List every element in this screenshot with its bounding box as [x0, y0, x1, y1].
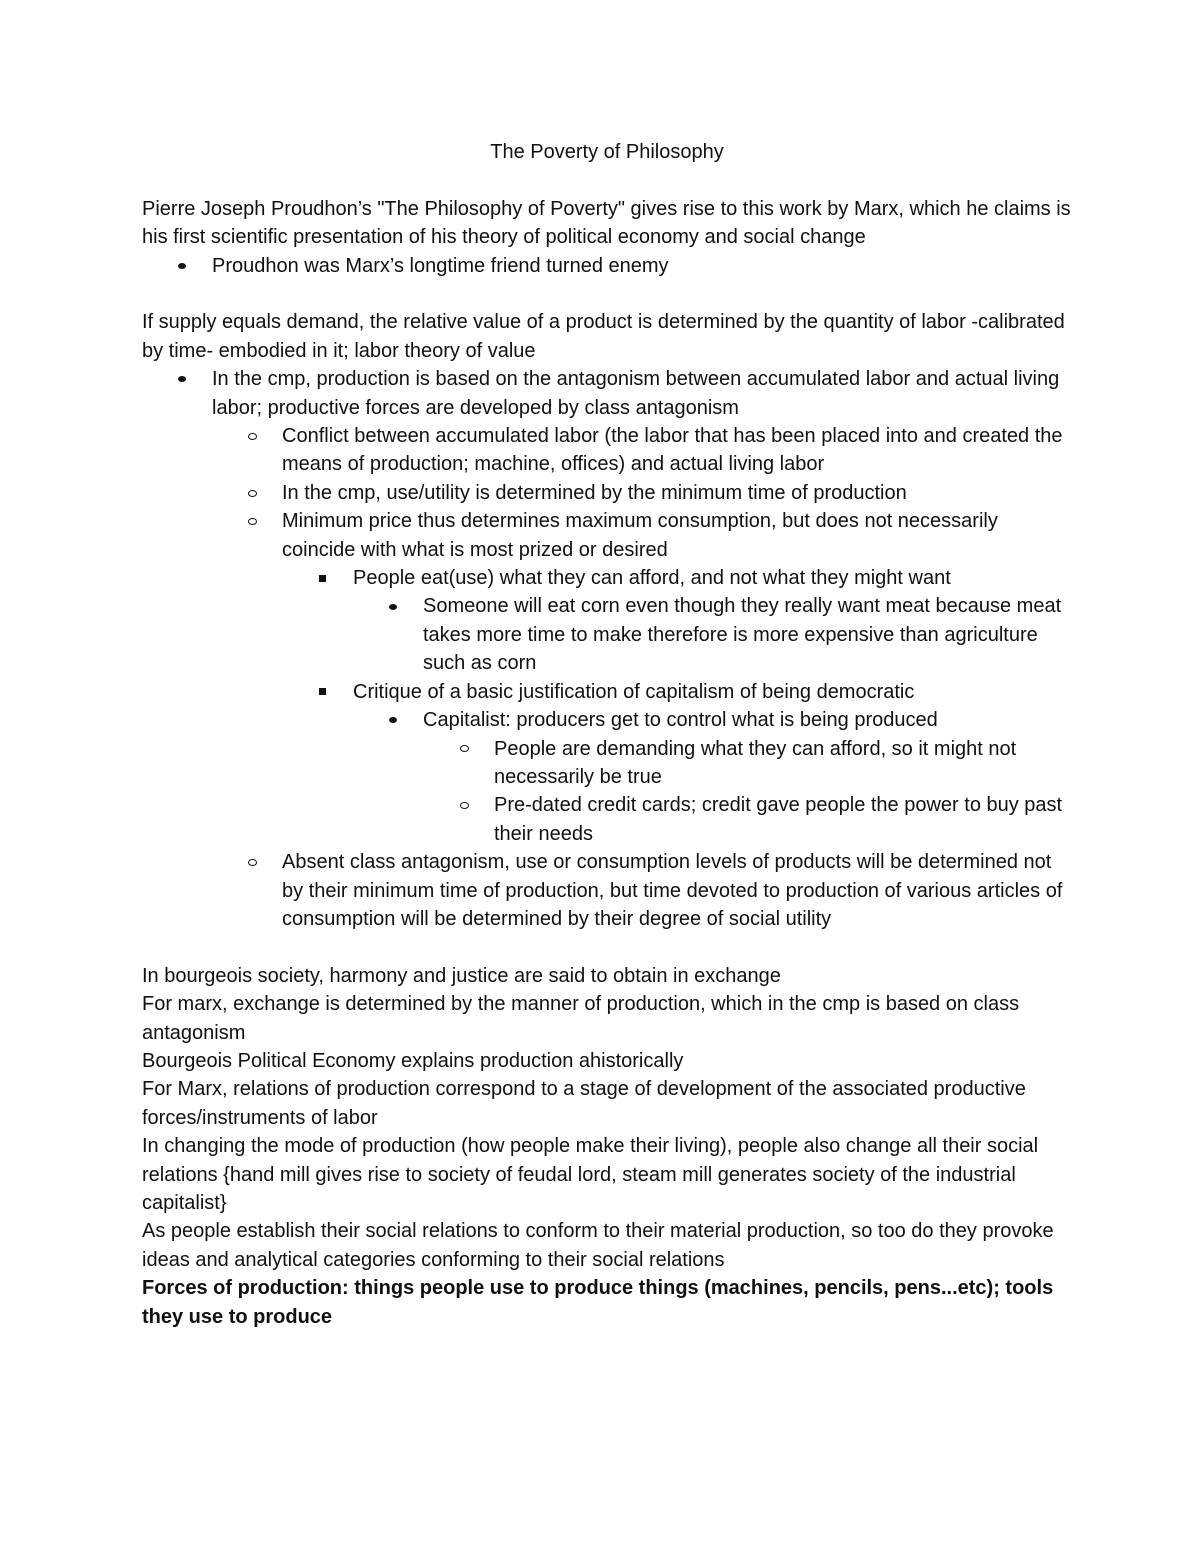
- document-page: [142, 138, 1072, 1331]
- closing-line: As people establish their social relations to conform to their material production, so too do they provoke ideas and analytical categories conforming to their social relations: [142, 1220, 1054, 1271]
- hollow-bullet-icon: [248, 848, 257, 876]
- list-item-text: Conflict between accumulated labor (the labor that has been placed into and created the means of production; machine, offices) and actual living labor: [282, 425, 1063, 476]
- list-item-text: In the cmp, production is based on the antagonism between accumulated labor and actual living labor; productive forces are developed by class antagonism: [212, 368, 1060, 419]
- hollow-bullet-icon: [248, 507, 257, 535]
- list-item-text: Capitalist: producers get to control what is being produced: [423, 709, 938, 732]
- hollow-bullet-icon: [460, 735, 469, 763]
- closing-line: In changing the mode of production (how people make their living), people also change all their social relations {hand mill gives rise to society of feudal lord, steam mill generates society of the industrial capitalist}: [142, 1135, 1039, 1214]
- list-item: [142, 791, 1072, 848]
- hollow-bullet-icon: [248, 479, 257, 507]
- list-item-text: Critique of a basic justification of capitalism of being democratic: [353, 680, 915, 703]
- value-paragraph: If supply equals demand, the relative value of a product is determined by the quantity of labor -calibrated by time- embodied in it; labor theory of value: [142, 311, 1065, 362]
- list-item: [142, 422, 1072, 479]
- list-item: [142, 592, 1072, 677]
- list-item-text: Absent class antagonism, use or consumption levels of products will be determined not by their minimum time of production, but time devoted to production of various articles of consumption will be determined by their degree of social utility: [282, 851, 1063, 930]
- closing-line: For Marx, relations of production correspond to a stage of development of the associated productive forces/instruments of labor: [142, 1078, 1026, 1129]
- blank-line: [142, 933, 1072, 961]
- list-item: [142, 564, 1072, 592]
- hollow-bullet-icon: [248, 422, 257, 450]
- closing-line: Bourgeois Political Economy explains production ahistorically: [142, 1049, 684, 1072]
- list-item: [142, 479, 1072, 507]
- closing-line: For marx, exchange is determined by the manner of production, which in the cmp is based on class antagonism: [142, 993, 1020, 1044]
- list-item: [142, 735, 1072, 792]
- filled-bullet-icon: [178, 365, 186, 393]
- hollow-bullet-icon: [460, 791, 469, 819]
- document-title: The Poverty of Philosophy: [490, 141, 724, 163]
- intro-list: [142, 252, 1072, 280]
- list-item: [142, 252, 1072, 280]
- filled-bullet-icon: [389, 592, 397, 620]
- list-item: [142, 365, 1072, 422]
- square-bullet-icon: [319, 678, 326, 706]
- filled-bullet-icon: [389, 706, 397, 734]
- value-list: [142, 365, 1072, 933]
- list-item-text: Pre-dated credit cards; credit gave people the power to buy past their needs: [494, 794, 1063, 845]
- list-item-text: In the cmp, use/utility is determined by the minimum time of production: [282, 481, 907, 504]
- list-item-text: People eat(use) what they can afford, and not what they might want: [353, 567, 951, 590]
- closing-line: In bourgeois society, harmony and justice are said to obtain in exchange: [142, 964, 781, 987]
- list-item-text: Minimum price thus determines maximum consumption, but does not necessarily coincide with what is most prized or desired: [282, 510, 998, 561]
- bold-definition: Forces of production: things people use to produce things (machines, pencils, pens...etc); tools they use to produce: [142, 1277, 1054, 1328]
- filled-bullet-icon: [178, 252, 186, 280]
- list-item: [142, 706, 1072, 734]
- list-item-text: Proudhon was Marx’s longtime friend turned enemy: [212, 254, 669, 277]
- list-item: [142, 678, 1072, 706]
- intro-paragraph: Pierre Joseph Proudhon’s "The Philosophy of Poverty" gives rise to this work by Marx, which he claims is his first scientific presentation of his theory of political economy and social change: [142, 197, 1071, 249]
- list-item-text: People are demanding what they can afford, so it might not necessarily be true: [494, 737, 1017, 788]
- list-item: [142, 848, 1072, 933]
- list-item: [142, 507, 1072, 564]
- list-item-text: Someone will eat corn even though they really want meat because meat takes more time to make therefore is more expensive than agriculture such as corn: [423, 595, 1062, 675]
- blank-line: [142, 280, 1072, 308]
- square-bullet-icon: [319, 564, 326, 592]
